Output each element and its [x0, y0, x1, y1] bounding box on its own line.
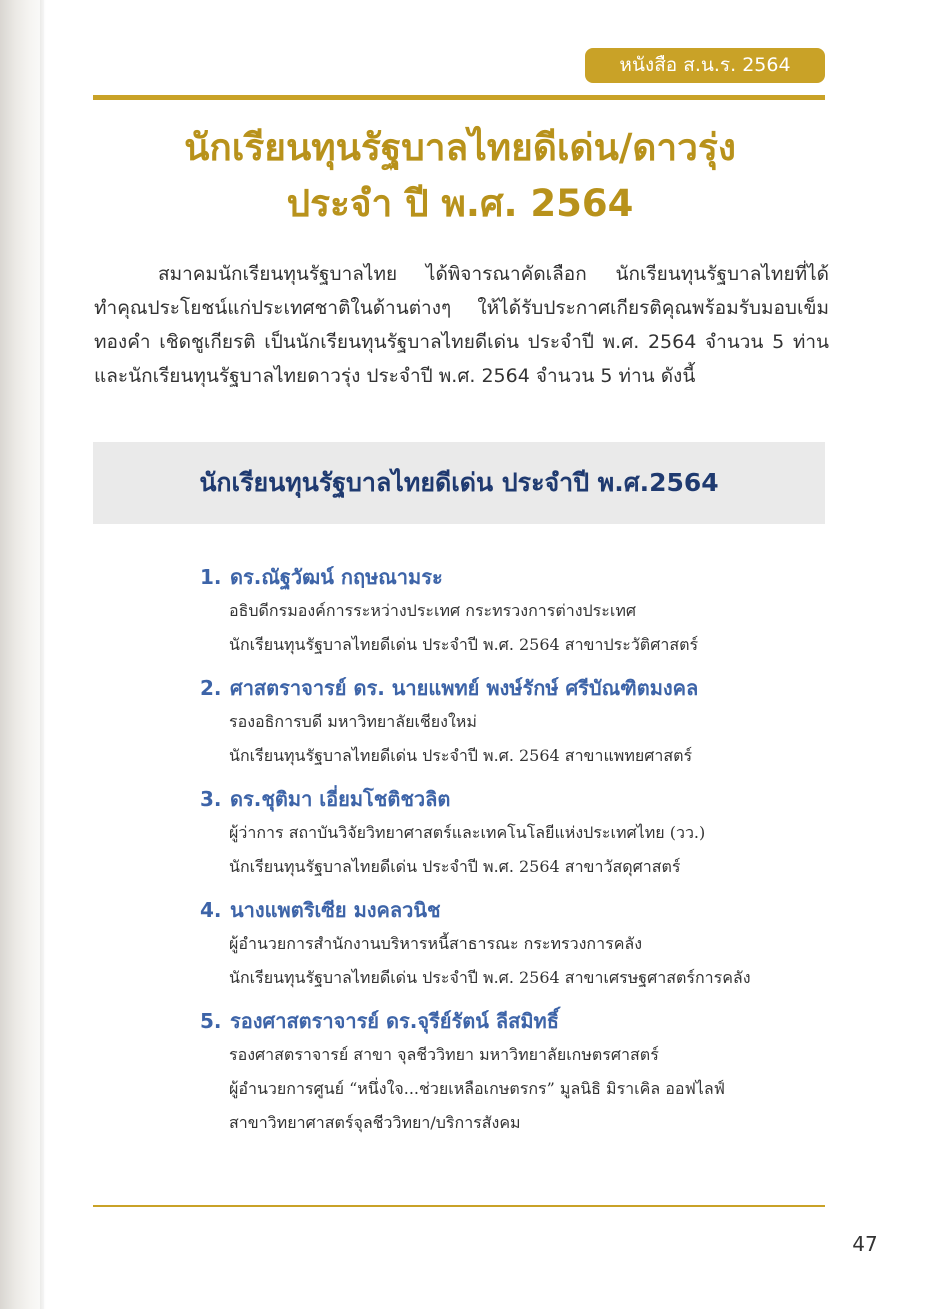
honoree-name-text: ดร.ณัฐวัฒน์ กฤษณามระ	[230, 565, 443, 589]
honoree-item-2	[200, 671, 840, 773]
honoree-number: 3.	[200, 787, 222, 811]
honoree-detail: นักเรียนทุนรัฐบาลไทยดีเด่น ประจำปี พ.ศ. 2564 สาขาวัสดุศาสตร์	[229, 857, 681, 876]
honoree-number: 5.	[200, 1009, 222, 1033]
honoree-detail: สาขาวิทยาศาสตร์จุลชีววิทยา/บริการสังคม	[229, 1113, 521, 1132]
honoree-name	[200, 782, 840, 816]
honoree-name-text: นางแพตริเซีย มงคลวนิช	[230, 898, 441, 922]
header-divider	[93, 95, 825, 100]
honoree-detail: รองอธิการบดี มหาวิทยาลัยเชียงใหม่	[229, 712, 477, 731]
page-number: 47	[852, 1232, 878, 1256]
honoree-name-text: รองศาสตราจารย์ ดร.จุรีย์รัตน์ ลีสมิทธิ์	[230, 1009, 559, 1033]
intro-paragraph	[94, 257, 829, 393]
honoree-number: 4.	[200, 898, 222, 922]
honoree-number: 1.	[200, 565, 222, 589]
header-badge: หนังสือ ส.น.ร. 2564	[585, 48, 825, 83]
honoree-detail: นักเรียนทุนรัฐบาลไทยดีเด่น ประจำปี พ.ศ. 2564 สาขาเศรษฐศาสตร์การคลัง	[229, 968, 751, 987]
honoree-detail: ผู้ว่าการ สถาบันวิจัยวิทยาศาสตร์และเทคโนโลยีแห่งประเทศไทย (วว.)	[229, 823, 706, 842]
book-gutter	[40, 0, 46, 1309]
honoree-name-text: ดร.ชุติมา เอี่ยมโชติชวลิต	[230, 787, 451, 811]
page-title-line-2: ประจำ ปี พ.ศ. 2564	[286, 182, 634, 225]
page-title	[60, 120, 860, 232]
honoree-detail: นักเรียนทุนรัฐบาลไทยดีเด่น ประจำปี พ.ศ. 2564 สาขาแพทยศาสตร์	[229, 746, 693, 765]
honoree-item-5	[200, 1004, 840, 1140]
footer-divider	[93, 1205, 825, 1207]
honoree-detail: รองศาสตราจารย์ สาขา จุลชีววิทยา มหาวิทยาลัยเกษตรศาสตร์	[229, 1045, 659, 1064]
honoree-item-4	[200, 893, 840, 995]
page-title-line-1: นักเรียนทุนรัฐบาลไทยดีเด่น/ดาวรุ่ง	[184, 126, 736, 169]
honoree-name	[200, 893, 840, 927]
honoree-detail: ผู้อำนวยการศูนย์ “หนึ่งใจ...ช่วยเหลือเกษตรกร” มูลนิธิ มิราเคิล ออฟไลฟ์	[229, 1079, 725, 1098]
section-title: นักเรียนทุนรัฐบาลไทยดีเด่น ประจำปี พ.ศ.2564	[199, 468, 719, 497]
honoree-name-text: ศาสตราจารย์ ดร. นายแพทย์ พงษ์รักษ์ ศรีบัณฑิตมงคล	[230, 676, 699, 700]
honoree-detail: ผู้อำนวยการสำนักงานบริหารหนี้สาธารณะ กระทรวงการคลัง	[229, 934, 643, 953]
honoree-item-3	[200, 782, 840, 884]
section-header-box	[93, 442, 825, 524]
intro-text: สมาคมนักเรียนทุนรัฐบาลไทย ได้พิจารณาคัดเลือก นักเรียนทุนรัฐบาลไทยที่ได้ทำคุณประโยชน์แก่ประเทศชาติในด้านต่างๆ ให้ได้รับประกาศเกียรติคุณพร้อมรับมอบเข็มทองคำ เชิดชูเกียรติ เป็นนักเรียนทุนรัฐบาลไทยดีเด่น ประจำปี พ.ศ. 2564 จำนวน 5 ท่าน และนักเรียนทุนรัฐบาลไทยดาวรุ่ง ประจำปี พ.ศ. 2564 จำนวน 5 ท่าน ดังนี้	[94, 263, 829, 387]
honoree-name	[200, 1004, 840, 1038]
honoree-detail: นักเรียนทุนรัฐบาลไทยดีเด่น ประจำปี พ.ศ. 2564 สาขาประวัติศาสตร์	[229, 635, 699, 654]
honoree-name	[200, 560, 840, 594]
honoree-number: 2.	[200, 676, 222, 700]
honoree-name	[200, 671, 840, 705]
honoree-detail: อธิบดีกรมองค์การระหว่างประเทศ กระทรวงการต่างประเทศ	[229, 601, 637, 620]
honoree-list	[200, 560, 840, 1149]
book-spine-shadow	[0, 0, 44, 1309]
honoree-item-1	[200, 560, 840, 662]
